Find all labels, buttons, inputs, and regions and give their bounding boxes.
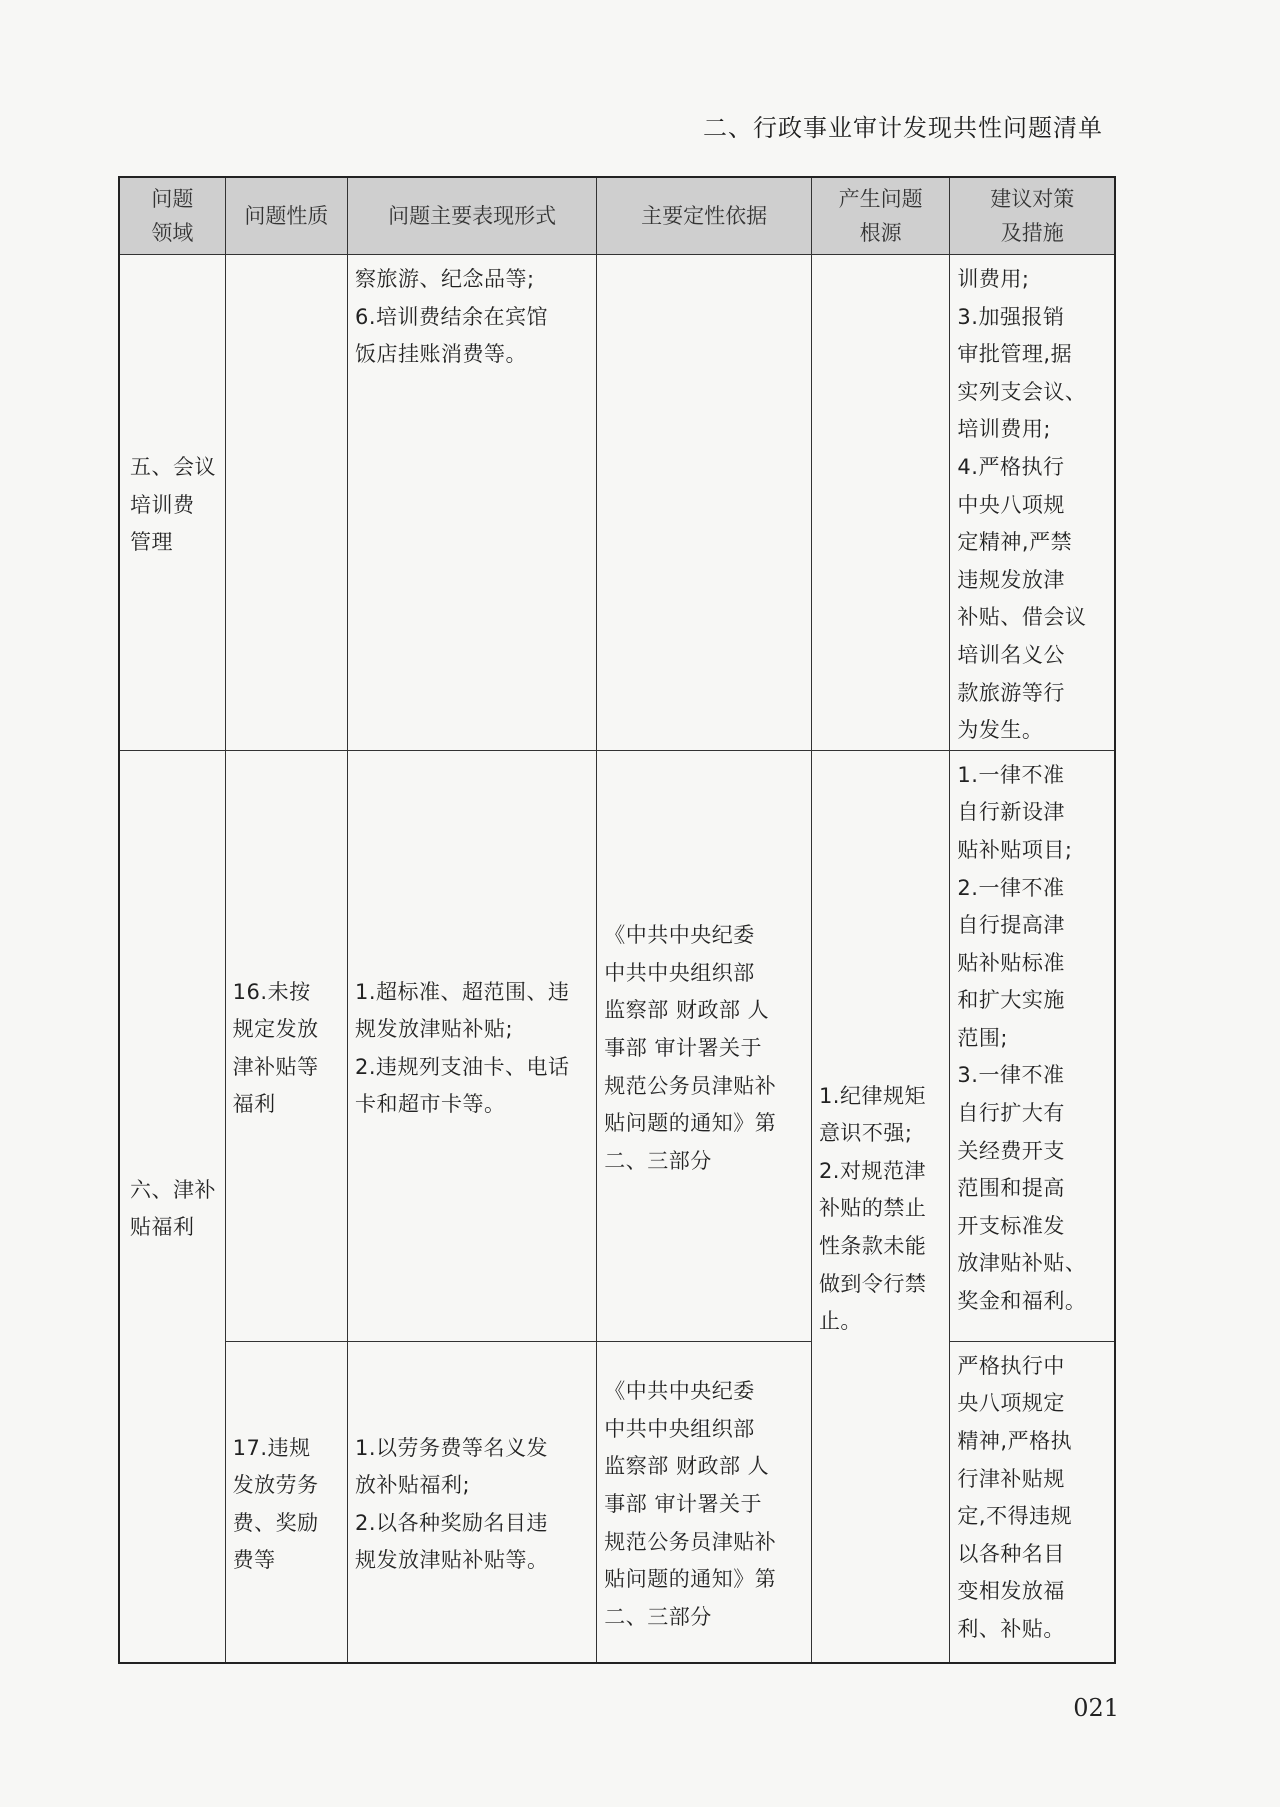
table-row-continued — [119, 255, 1115, 751]
cell-nature-empty — [225, 255, 347, 751]
header-nature: 问题性质 — [225, 177, 347, 255]
table-row-17 — [119, 1341, 1115, 1663]
cell-basis-17: 《中共中央纪委 中共中央组织部 监察部 财政部 人 事部 审计署关于 规范公务员津贴补 贴问题的通知》第 二、三部分 — [597, 1341, 812, 1663]
cell-basis-16: 《中共中央纪委 中共中央组织部 监察部 财政部 人 事部 审计署关于 规范公务员津贴补 贴问题的通知》第 二、三部分 — [597, 750, 812, 1341]
audit-issues-table — [118, 176, 1116, 1664]
cell-cause-empty — [811, 255, 949, 751]
header-measures: 建议对策 及措施 — [950, 177, 1115, 255]
cell-cause-group6: 1.纪律规矩 意识不强; 2.对规范津 补贴的禁止 性条款未能 做到令行禁 止。 — [811, 750, 949, 1663]
table-row-16 — [119, 750, 1115, 1341]
cell-measures-17: 严格执行中 央八项规定 精神,严格执 行津补贴规 定,不得违规 以各种名目 变相发放福 利、补贴。 — [950, 1341, 1115, 1663]
cell-measures-continued: 训费用; 3.加强报销 审批管理,据 实列支会议、 培训费用; 4.严格执行 中央八项规 定精神,严禁 违规发放津 补贴、借会议 培训名义公 款旅游等行 为发生。 — [950, 255, 1115, 751]
header-cause: 产生问题 根源 — [811, 177, 949, 255]
header-forms: 问题主要表现形式 — [348, 177, 597, 255]
cell-forms-17: 1.以劳务费等名义发 放补贴福利; 2.以各种奖励名目违 规发放津贴补贴等。 — [348, 1341, 597, 1663]
page-number: 021 — [1073, 1694, 1119, 1722]
page-header: 二、行政事业审计发现共性问题清单 — [703, 114, 1103, 142]
cell-area-meeting-training: 五、会议 培训费 管理 — [119, 255, 225, 751]
table-header-row — [119, 177, 1115, 255]
cell-area-allowance-welfare: 六、津补 贴福利 — [119, 750, 225, 1663]
cell-forms-16: 1.超标准、超范围、违 规发放津贴补贴; 2.违规列支油卡、电话 卡和超市卡等。 — [348, 750, 597, 1341]
header-area: 问题 领域 — [119, 177, 225, 255]
cell-measures-16: 1.一律不准 自行新设津 贴补贴项目; 2.一律不准 自行提高津 贴补贴标准 和扩大实施 范围; 3.一律不准 自行扩大有 关经费开支 范围和提高 开支标准发 放津贴补贴、 奖金和福利。 — [950, 750, 1115, 1341]
cell-nature-16: 16.未按 规定发放 津补贴等 福利 — [225, 750, 347, 1341]
cell-basis-empty — [597, 255, 812, 751]
cell-forms-continued: 察旅游、纪念品等; 6.培训费结余在宾馆 饭店挂账消费等。 — [348, 255, 597, 751]
cell-nature-17: 17.违规 发放劳务 费、奖励 费等 — [225, 1341, 347, 1663]
header-basis: 主要定性依据 — [597, 177, 812, 255]
